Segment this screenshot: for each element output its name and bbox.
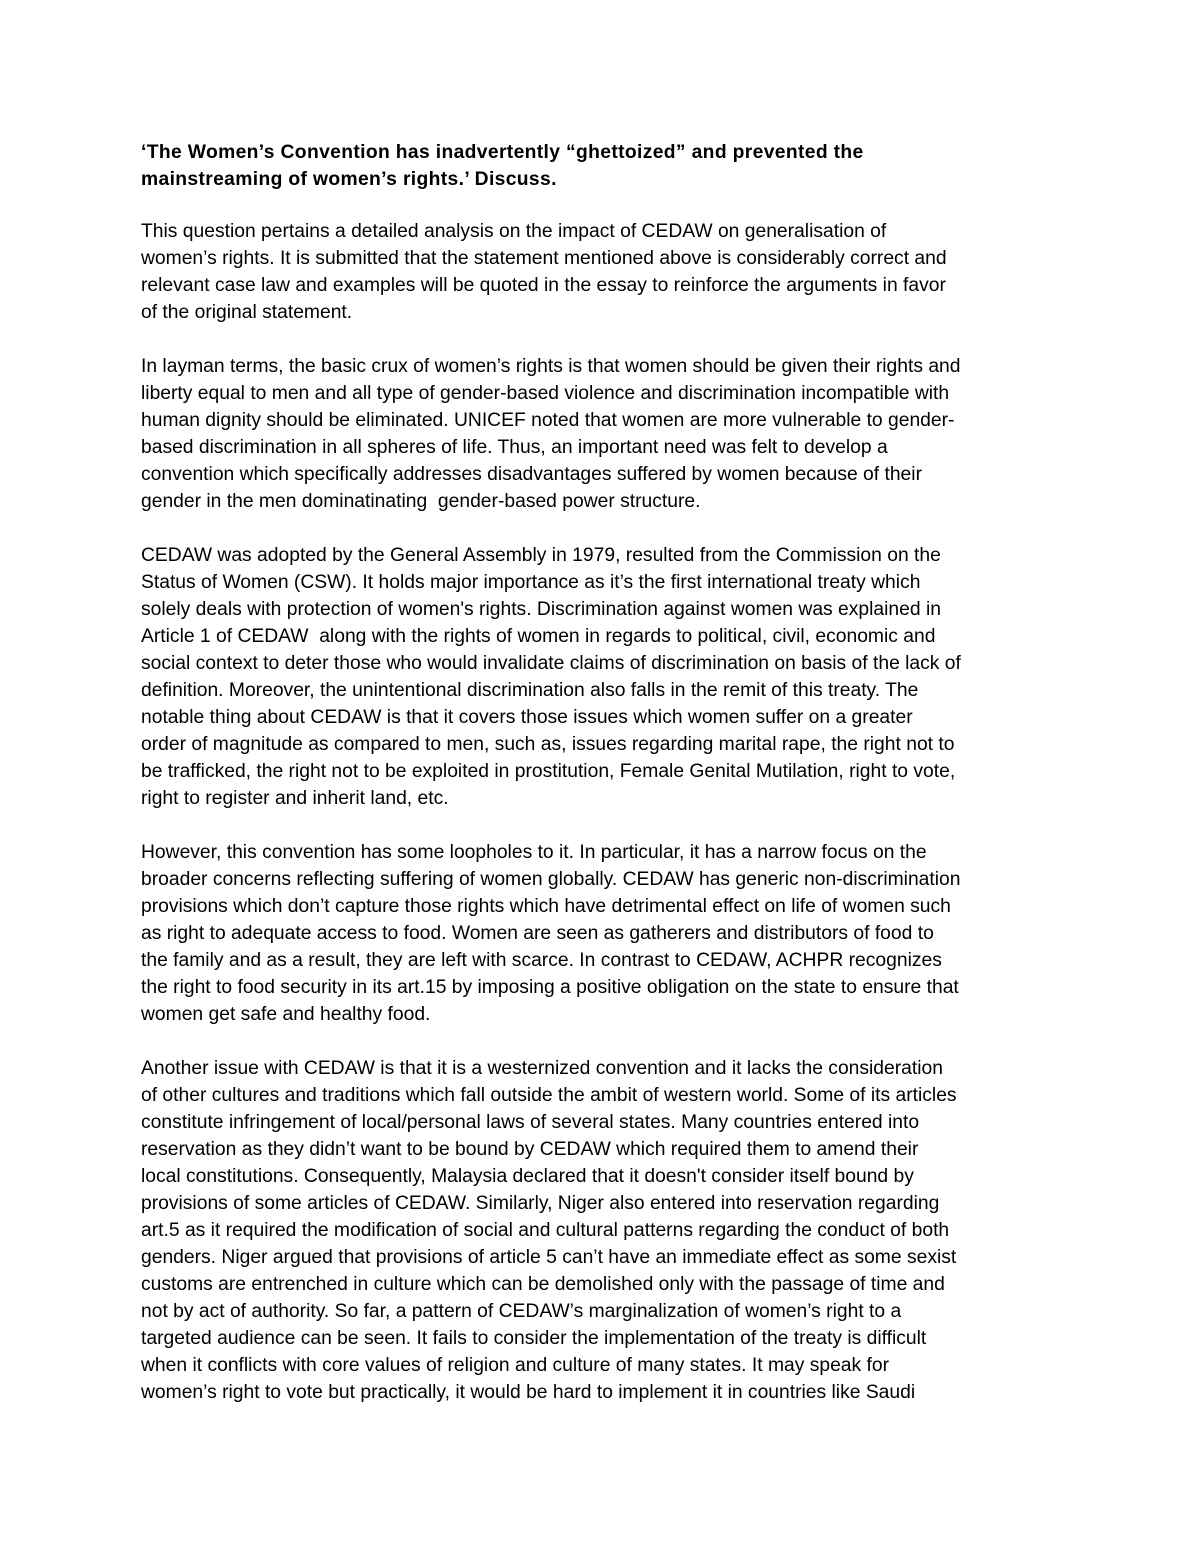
text-line: targeted audience can be seen. It fails to consider the implementation of the treaty is difficult bbox=[141, 1328, 927, 1349]
title-line: ‘The Women’s Convention has inadvertently “ghettoized” and prevented the bbox=[141, 142, 864, 163]
text-line: genders. Niger argued that provisions of article 5 can’t have an immediate effect as some sexist bbox=[141, 1247, 957, 1268]
document-body bbox=[141, 139, 1066, 1433]
essay-title bbox=[141, 139, 1066, 193]
text-line: Another issue with CEDAW is that it is a westernized convention and it lacks the consideration bbox=[141, 1058, 943, 1079]
paragraph-womens-rights bbox=[141, 353, 1066, 515]
title-line: mainstreaming of women’s rights.’ Discuss. bbox=[141, 169, 557, 190]
text-line: In layman terms, the basic crux of women’s rights is that women should be given their rights and bbox=[141, 356, 961, 377]
text-line: relevant case law and examples will be quoted in the essay to reinforce the arguments in favor bbox=[141, 275, 946, 296]
text-line: solely deals with protection of women's rights. Discrimination against women was explained in bbox=[141, 599, 941, 620]
text-line: based discrimination in all spheres of life. Thus, an important need was felt to develop a bbox=[141, 437, 888, 458]
text-line: of other cultures and traditions which fall outside the ambit of western world. Some of its articles bbox=[141, 1085, 957, 1106]
paragraph-cedaw-adoption bbox=[141, 542, 1066, 812]
text-line: convention which specifically addresses disadvantages suffered by women because of their bbox=[141, 464, 922, 485]
text-line: order of magnitude as compared to men, such as, issues regarding marital rape, the right not to bbox=[141, 734, 955, 755]
text-line: women’s right to vote but practically, it would be hard to implement it in countries like Saudi bbox=[141, 1382, 916, 1403]
text-line: This question pertains a detailed analysis on the impact of CEDAW on generalisation of bbox=[141, 221, 887, 242]
text-line: customs are entrenched in culture which can be demolished only with the passage of time and bbox=[141, 1274, 945, 1295]
text-line: Article 1 of CEDAW along with the rights of women in regards to political, civil, economic and bbox=[141, 626, 936, 647]
text-line: social context to deter those who would invalidate claims of discrimination on basis of the lack of bbox=[141, 653, 961, 674]
text-line: notable thing about CEDAW is that it covers those issues which women suffer on a greater bbox=[141, 707, 913, 728]
text-line: not by act of authority. So far, a pattern of CEDAW’s marginalization of women’s right to a bbox=[141, 1301, 902, 1322]
text-line: definition. Moreover, the unintentional discrimination also falls in the remit of this treaty. The bbox=[141, 680, 919, 701]
text-line: the right to food security in its art.15 by imposing a positive obligation on the state to ensure that bbox=[141, 977, 959, 998]
text-line: reservation as they didn’t want to be bound by CEDAW which required them to amend their bbox=[141, 1139, 919, 1160]
text-line: local constitutions. Consequently, Malaysia declared that it doesn't consider itself bound by bbox=[141, 1166, 914, 1187]
paragraph-loopholes bbox=[141, 839, 1066, 1028]
text-line: human dignity should be eliminated. UNICEF noted that women are more vulnerable to gender- bbox=[141, 410, 955, 431]
text-line: right to register and inherit land, etc. bbox=[141, 788, 449, 809]
text-line: However, this convention has some loopholes to it. In particular, it has a narrow focus on the bbox=[141, 842, 927, 863]
text-line: art.5 as it required the modification of social and cultural patterns regarding the conduct of both bbox=[141, 1220, 950, 1241]
text-line: women’s rights. It is submitted that the statement mentioned above is considerably correct and bbox=[141, 248, 947, 269]
text-line: be trafficked, the right not to be exploited in prostitution, Female Genital Mutilation, right to vote, bbox=[141, 761, 956, 782]
text-line: provisions of some articles of CEDAW. Similarly, Niger also entered into reservation regarding bbox=[141, 1193, 940, 1214]
text-line: CEDAW was adopted by the General Assembly in 1979, resulted from the Commission on the bbox=[141, 545, 941, 566]
paragraph-westernized bbox=[141, 1055, 1066, 1406]
text-line: gender in the men dominatinating gender-based power structure. bbox=[141, 491, 701, 512]
text-line: as right to adequate access to food. Women are seen as gatherers and distributors of food to bbox=[141, 923, 934, 944]
text-line: of the original statement. bbox=[141, 302, 353, 323]
text-line: the family and as a result, they are left with scarce. In contrast to CEDAW, ACHPR recognizes bbox=[141, 950, 942, 971]
text-line: broader concerns reflecting suffering of women globally. CEDAW has generic non-discrimination bbox=[141, 869, 961, 890]
text-line: provisions which don’t capture those rights which have detrimental effect on life of women such bbox=[141, 896, 951, 917]
text-line: Status of Women (CSW). It holds major importance as it’s the first international treaty which bbox=[141, 572, 921, 593]
text-line: constitute infringement of local/personal laws of several states. Many countries entered into bbox=[141, 1112, 920, 1133]
paragraph-introduction bbox=[141, 218, 1066, 326]
text-line: when it conflicts with core values of religion and culture of many states. It may speak for bbox=[141, 1355, 890, 1376]
text-line: women get safe and healthy food. bbox=[141, 1004, 431, 1025]
text-line: liberty equal to men and all type of gender-based violence and discrimination incompatible with bbox=[141, 383, 950, 404]
